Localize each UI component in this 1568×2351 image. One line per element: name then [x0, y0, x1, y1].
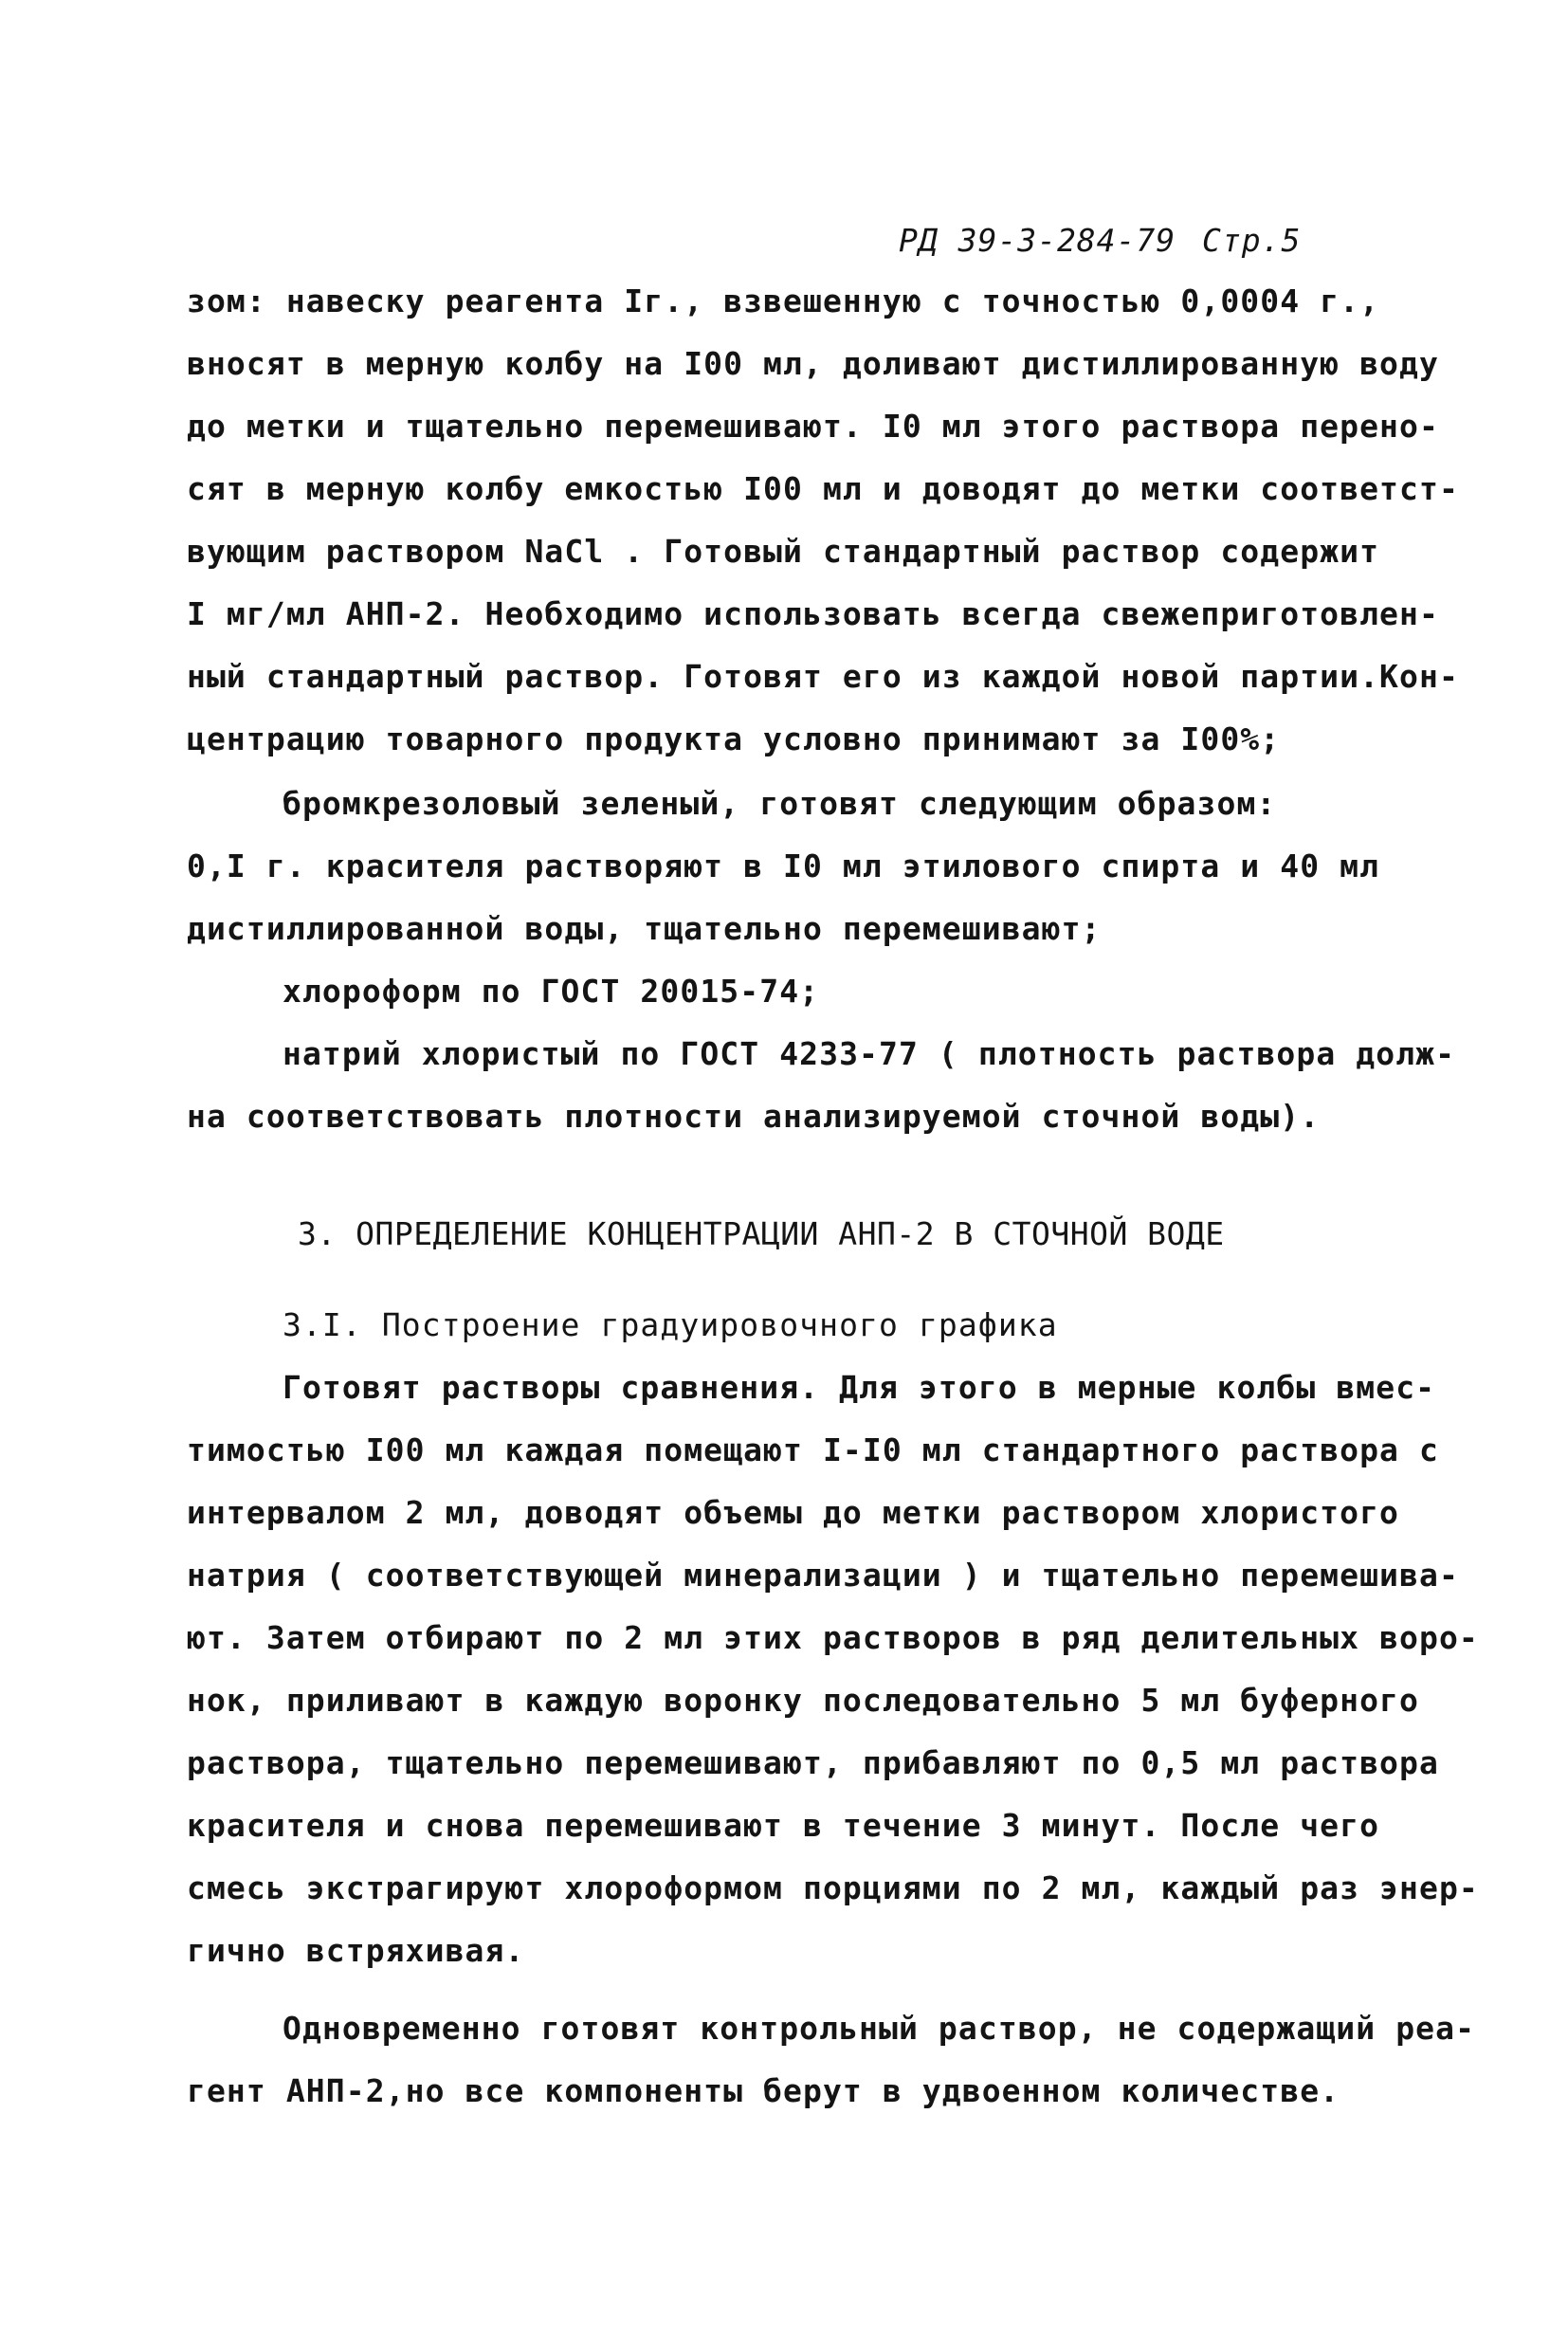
- text-line: ют. Затем отбирают по 2 мл этих растворов в ряд делительных воро-: [187, 1619, 1479, 1656]
- text-line: на соответствовать плотности анализируемой сточной воды).: [187, 1098, 1321, 1135]
- text-line: натрия ( соответствующей минерализации ) и тщательно перемешива-: [187, 1557, 1459, 1594]
- text-line: зом: навеску реагента Iг., взвешенную с точностью 0,0004 г.,: [187, 282, 1380, 319]
- text-line: натрий хлористый по ГОСТ 4233-77 ( плотность раствора долж-: [283, 1035, 1456, 1072]
- text-line: красителя и снова перемешивают в течение 3 минут. После чего: [187, 1807, 1380, 1844]
- text-line: нок, приливают в каждую воронку последовательно 5 мл буферного: [187, 1682, 1419, 1719]
- text-line: центрацию товарного продукта условно принимают за I00%;: [187, 720, 1281, 757]
- text-line: Одновременно готовят контрольный раствор, не содержащий реа-: [283, 2010, 1476, 2047]
- text-line: тимостью I00 мл каждая помещают I-I0 мл стандартного раствора с: [187, 1431, 1439, 1468]
- text-line: гично встряхивая.: [187, 1932, 525, 1969]
- text-line: вносят в мерную колбу на I00 мл, доливают дистиллированную воду: [187, 345, 1439, 382]
- text-line: хлороформ по ГОСТ 20015-74;: [283, 973, 820, 1010]
- text-line: дистиллированной воды, тщательно перемешивают;: [187, 910, 1102, 947]
- text-line: интервалом 2 мл, доводят объемы до метки раствором хлористого: [187, 1494, 1400, 1531]
- document-code: РД 39-3-284-79: [899, 222, 1176, 259]
- text-line: раствора, тщательно перемешивают, прибавляют по 0,5 мл раствора: [187, 1744, 1439, 1781]
- text-line: ный стандартный раствор. Готовят его из каждой новой партии.Кон-: [187, 658, 1459, 695]
- page-number: Стр.5: [1202, 222, 1302, 259]
- text-line: I мг/мл АНП-2. Необходимо использовать всегда свежеприготовлен-: [187, 595, 1439, 632]
- text-line: бромкрезоловый зеленый, готовят следующим образом:: [283, 785, 1277, 822]
- text-line: сят в мерную колбу емкостью I00 мл и доводят до метки соответст-: [187, 470, 1459, 507]
- text-line: до метки и тщательно перемешивают. I0 мл этого раствора перено-: [187, 408, 1439, 445]
- text-line: смесь экстрагируют хлороформом порциями по 2 мл, каждый раз энер-: [187, 1869, 1479, 1906]
- subsection-heading: 3.I. Построение градуировочного графика: [283, 1306, 1058, 1343]
- text-line: 0,I г. красителя растворяют в I0 мл этилового спирта и 40 мл: [187, 847, 1380, 884]
- text-line: гент АНП-2,но все компоненты берут в удвоенном количестве.: [187, 2072, 1340, 2109]
- text-line: Готовят растворы сравнения. Для этого в мерные колбы вмес-: [283, 1369, 1436, 1406]
- text-line: вующим раствором NaCl . Готовый стандартный раствор содержит: [187, 533, 1380, 570]
- section-heading: 3. ОПРЕДЕЛЕНИЕ КОНЦЕНТРАЦИИ АНП-2 В СТОЧНОЙ ВОДЕ: [298, 1215, 1225, 1252]
